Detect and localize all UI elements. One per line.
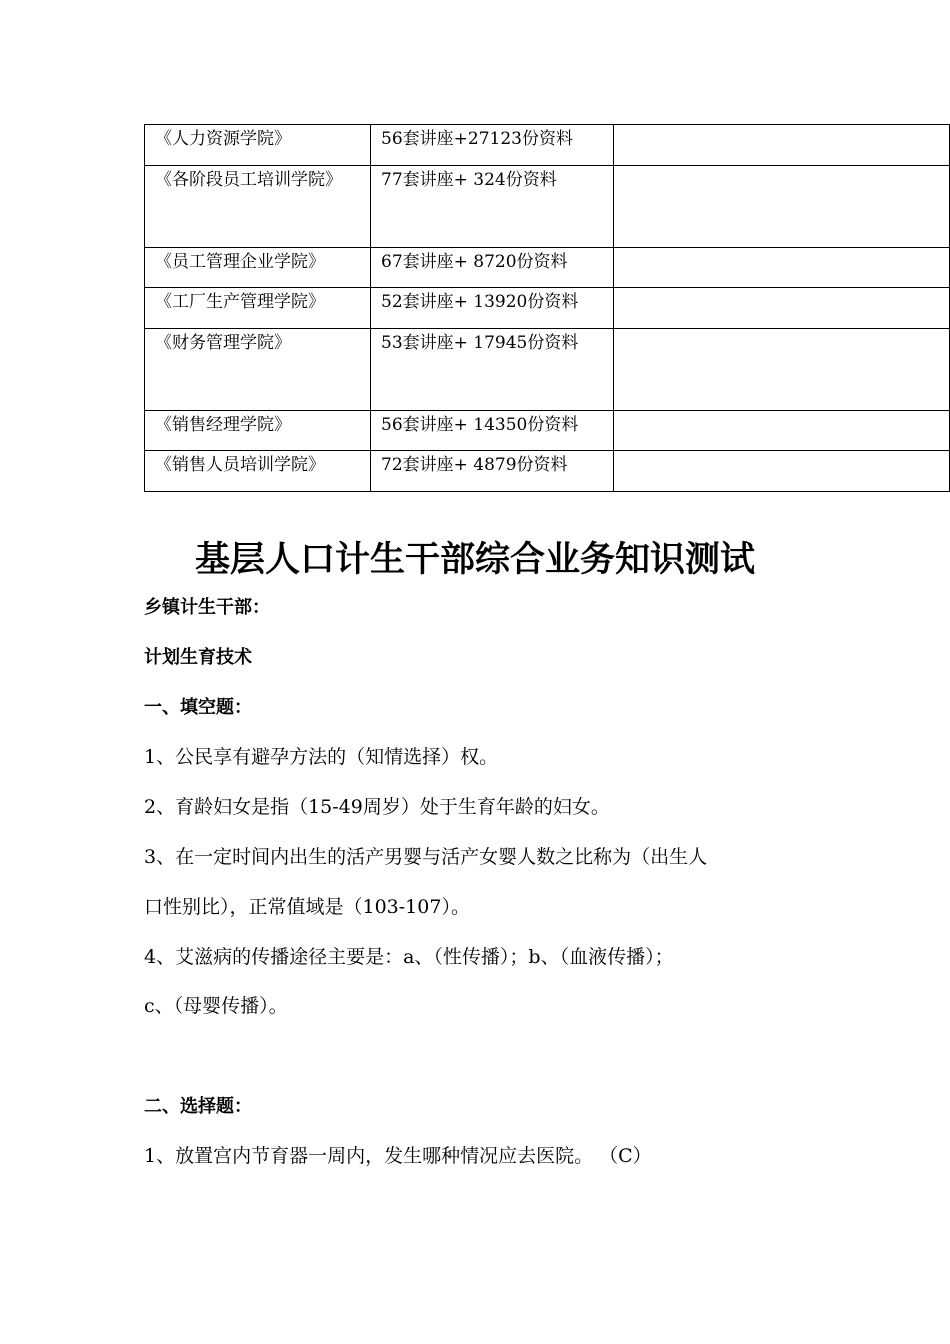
course-content-cell: 72套讲座+ 4879份资料: [371, 451, 614, 492]
course-content-cell: 56套讲座+27123份资料: [371, 125, 614, 166]
course-content-cell: 56套讲座+ 14350份资料: [371, 410, 614, 451]
document-title: 基层人口计生干部综合业务知识测试: [194, 540, 755, 580]
course-name-cell: 《人力资源学院》: [145, 125, 371, 166]
course-name-cell: 《各阶段员工培训学院》: [145, 165, 371, 247]
course-content-cell: 67套讲座+ 8720份资料: [371, 247, 614, 288]
resource-table: [144, 124, 950, 492]
empty-cell: [614, 288, 950, 329]
course-name-cell: 《财务管理学院》: [145, 328, 371, 410]
table-row: [145, 288, 950, 329]
subject-heading: 计划生育技术: [144, 647, 252, 668]
empty-cell: [614, 247, 950, 288]
course-content-cell: 53套讲座+ 17945份资料: [371, 328, 614, 410]
table-row: [145, 125, 950, 166]
choice-question-1: 1、放置宫内节育器一周内，发生哪种情况应去医院。 （C）: [144, 1145, 652, 1167]
audience-heading: 乡镇计生干部：: [144, 597, 270, 618]
question-1: 1、公民享有避孕方法的（知情选择）权。: [144, 746, 499, 768]
table-row: [145, 451, 950, 492]
question-2: 2、育龄妇女是指（15-49周岁）处于生育年龄的妇女。: [144, 796, 610, 818]
table-row: [145, 328, 950, 410]
course-content-cell: 52套讲座+ 13920份资料: [371, 288, 614, 329]
question-4-line-2: c、（母婴传播）。: [144, 995, 288, 1017]
section-fill-in-heading: 一、填空题：: [144, 697, 252, 718]
empty-cell: [614, 328, 950, 410]
course-name-cell: 《工厂生产管理学院》: [145, 288, 371, 329]
question-3-line-2: 口性别比），正常值域是（103-107）。: [144, 896, 470, 918]
course-name-cell: 《销售人员培训学院》: [145, 451, 371, 492]
empty-cell: [614, 165, 950, 247]
empty-cell: [614, 125, 950, 166]
section-choice-heading: 二、选择题：: [144, 1096, 252, 1117]
empty-cell: [614, 451, 950, 492]
question-3-line-1: 3、在一定时间内出生的活产男婴与活产女婴人数之比称为（出生人: [144, 846, 708, 868]
table-row: [145, 165, 950, 247]
question-4-line-1: 4、艾滋病的传播途径主要是：a、（性传播）；b、（血液传播）；: [144, 946, 674, 968]
course-content-cell: 77套讲座+ 324份资料: [371, 165, 614, 247]
empty-cell: [614, 410, 950, 451]
course-name-cell: 《销售经理学院》: [145, 410, 371, 451]
course-name-cell: 《员工管理企业学院》: [145, 247, 371, 288]
